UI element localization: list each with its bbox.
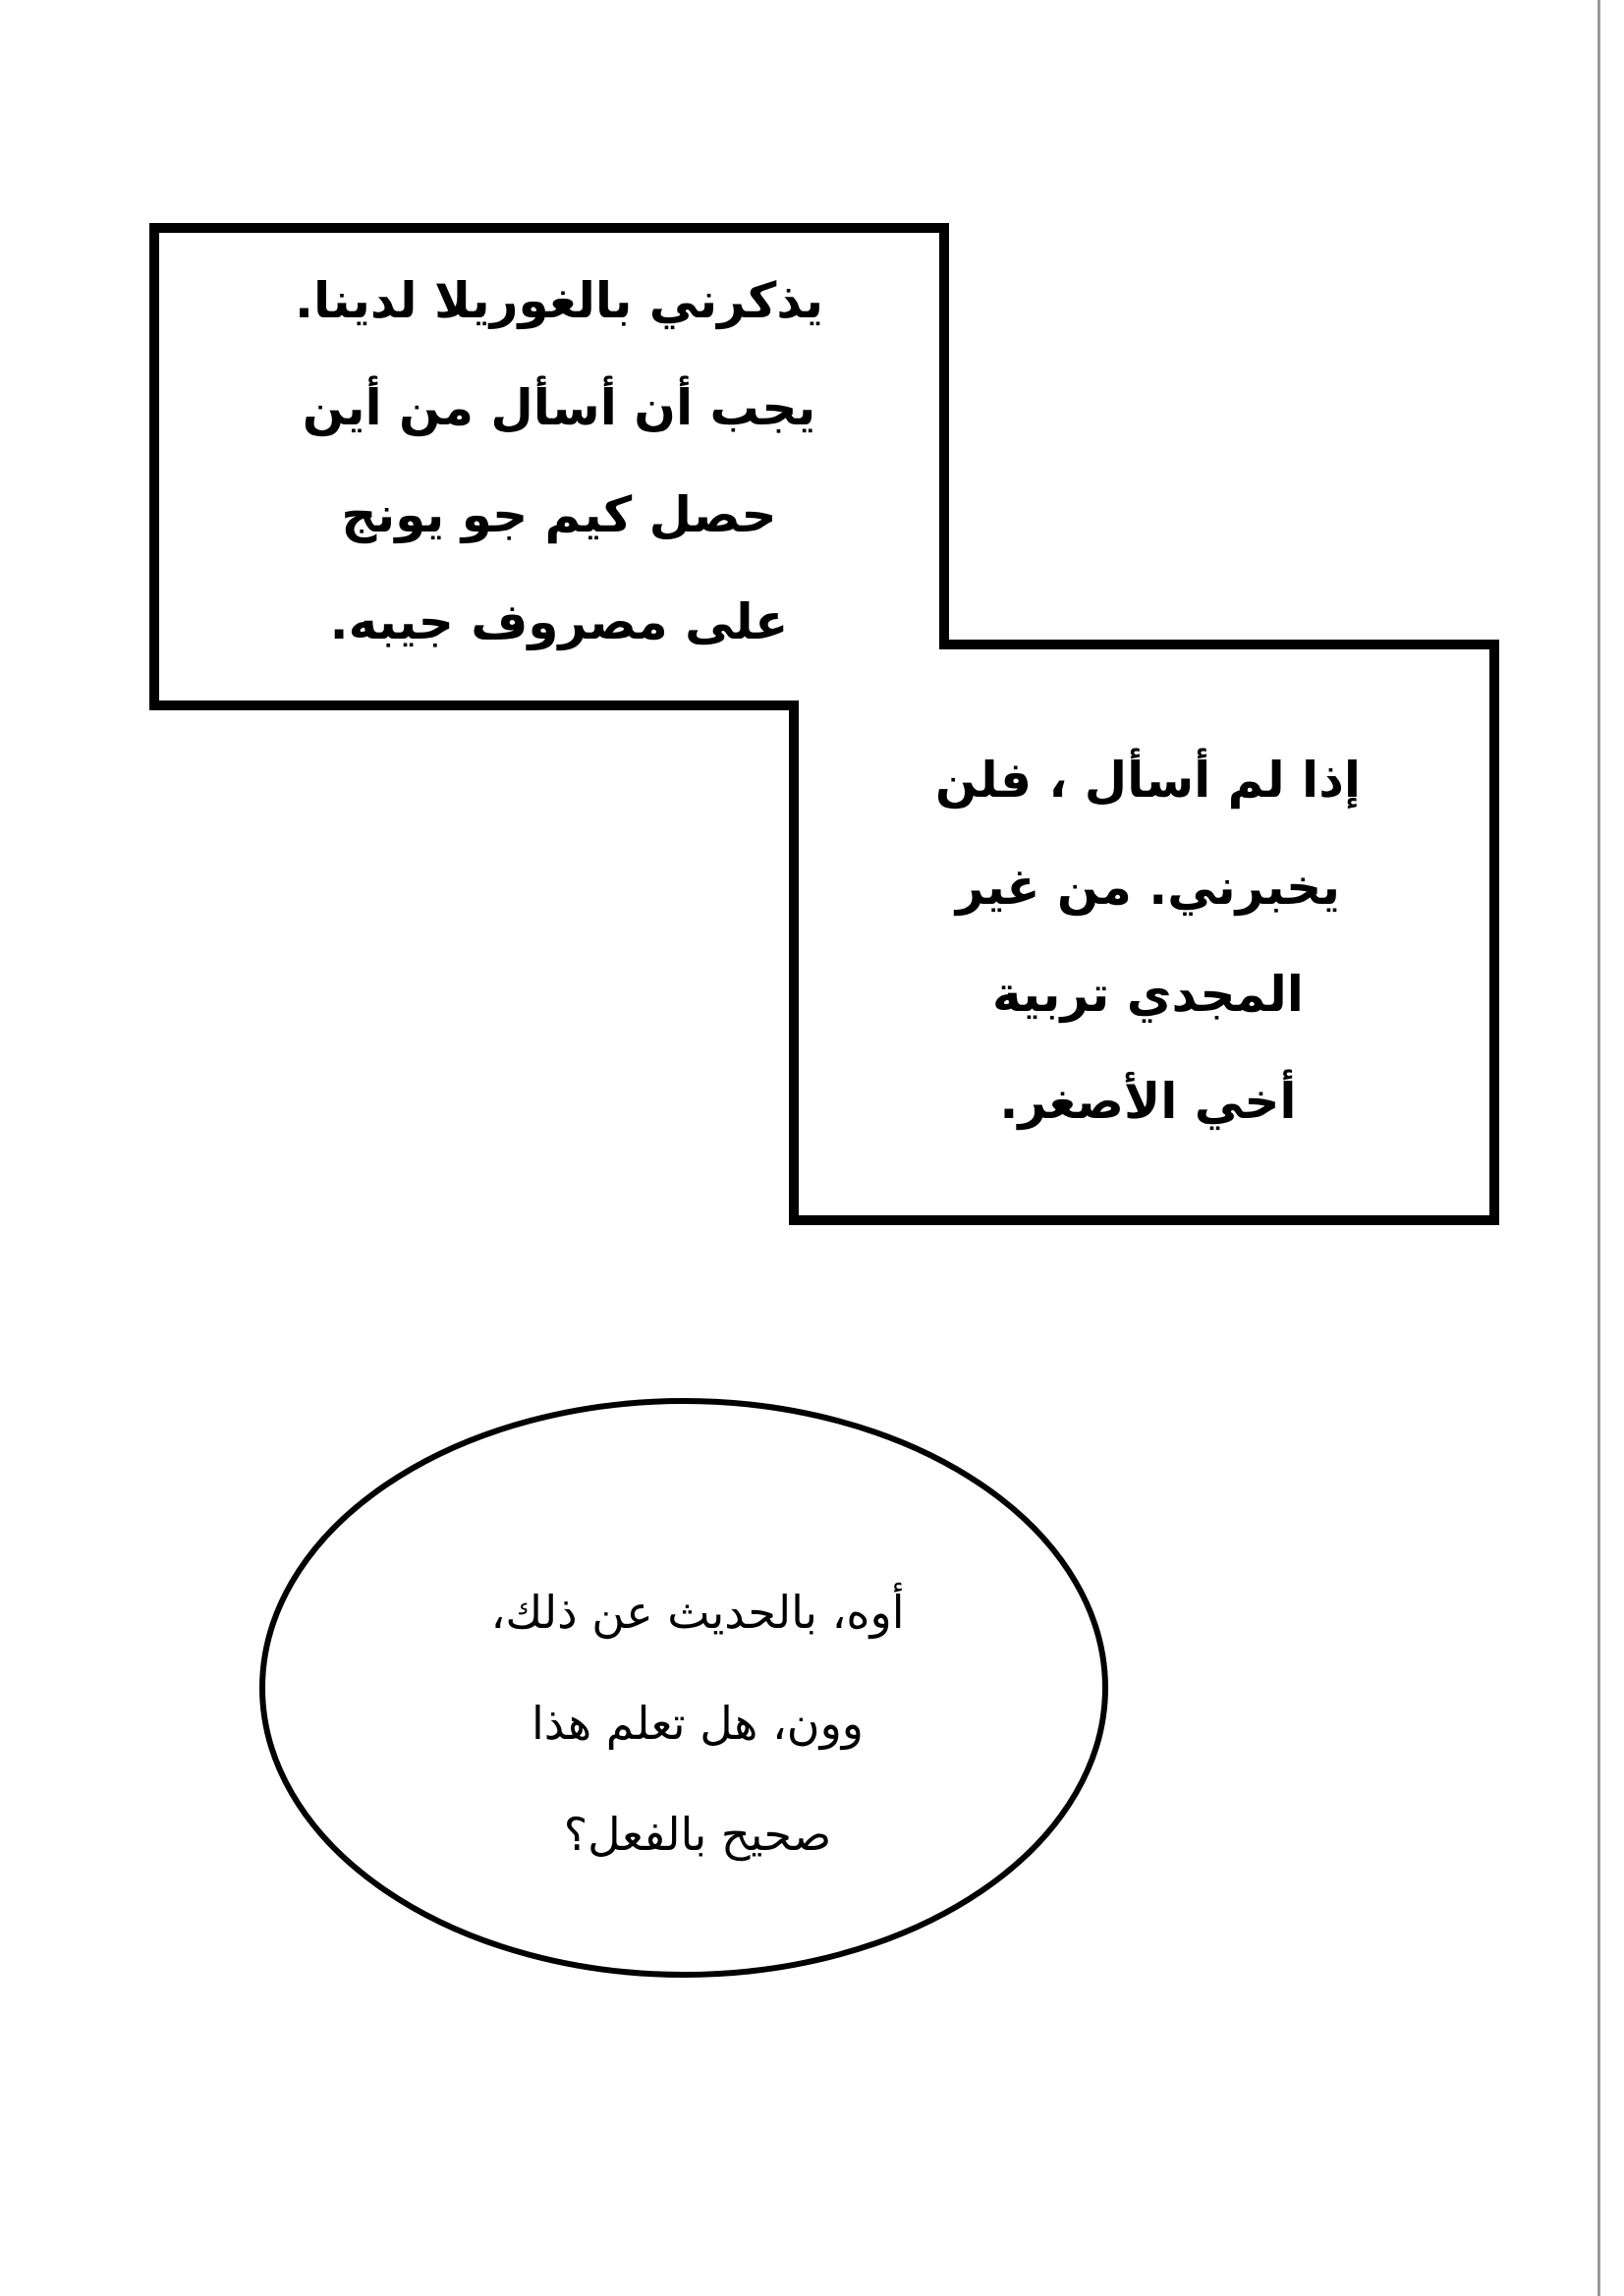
bubble-line-1: أوه، بالحديث عن ذلك، (490, 1586, 905, 1639)
caption-box-2 (935, 727, 1361, 1155)
caption-2-line-2: يخبرني. من غير (955, 859, 1340, 916)
caption-1-line-1: يذكرني بالغوريلا لدينا. (294, 272, 823, 329)
caption-1-line-2: يجب أن أسأل من أين (302, 379, 816, 436)
caption-2-line-4: أخي الأصغر. (999, 1073, 1297, 1130)
bubble-line-2: وون، هل تعلم هذا (531, 1697, 865, 1750)
caption-2-line-1: إذا لم أسأل ، فلن (934, 752, 1361, 809)
bubble-line-3: صحيح بالفعل؟ (563, 1808, 832, 1861)
caption-1-line-3: حصل كيم جو يونج (341, 486, 777, 543)
caption-2-line-3: المجدي تربية (991, 966, 1304, 1023)
caption-box-1 (295, 248, 823, 676)
speech-bubble-text (432, 1557, 963, 1890)
caption-1-line-4: على مصروف جيبه. (329, 593, 789, 650)
